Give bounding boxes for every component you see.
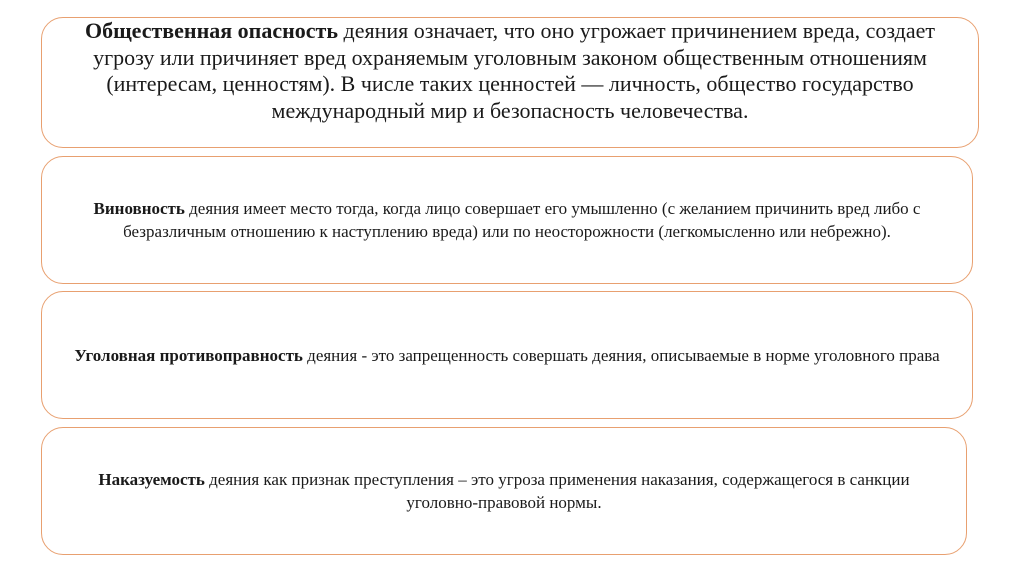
card-punishability-text — [42, 468, 966, 514]
card-guilt-term: Виновность — [93, 199, 185, 218]
card-unlawfulness-body: деяния - это запрещенность совершать деяния, описываемые в норме уголовного права — [302, 345, 940, 365]
card-unlawfulness-text — [44, 344, 969, 367]
card-guilt — [41, 156, 973, 284]
card-guilt-text — [42, 197, 972, 243]
card-public-danger-text — [42, 18, 978, 124]
card-punishability-term: Наказуемость — [98, 470, 205, 489]
card-punishability — [41, 427, 967, 555]
card-punishability-body: деяния как признак преступления – это угроза применения наказания, содержащегося в санкции уголовно-правовой нормы. — [204, 470, 910, 512]
card-public-danger — [41, 17, 979, 148]
card-public-danger-body: деяния означает, что оно угрожает причинением вреда, создает угрозу или причиняет вред охраняемым уголовным законом общественным отношениям (интересам, ценностям). В числе таких ценностей — личность, общество государство международный мир и безопасность человечества. — [93, 18, 935, 123]
card-guilt-body: деяния имеет место тогда, когда лицо совершает его умышленно (с желанием причинить вред либо с безразличным отношению к наступлению вреда) или по неосторожности (легкомысленно или небрежно). — [123, 199, 921, 241]
card-unlawfulness — [41, 291, 973, 419]
card-unlawfulness-term: Уголовная противоправность — [74, 345, 303, 365]
card-public-danger-term: Общественная опасность — [84, 18, 338, 43]
